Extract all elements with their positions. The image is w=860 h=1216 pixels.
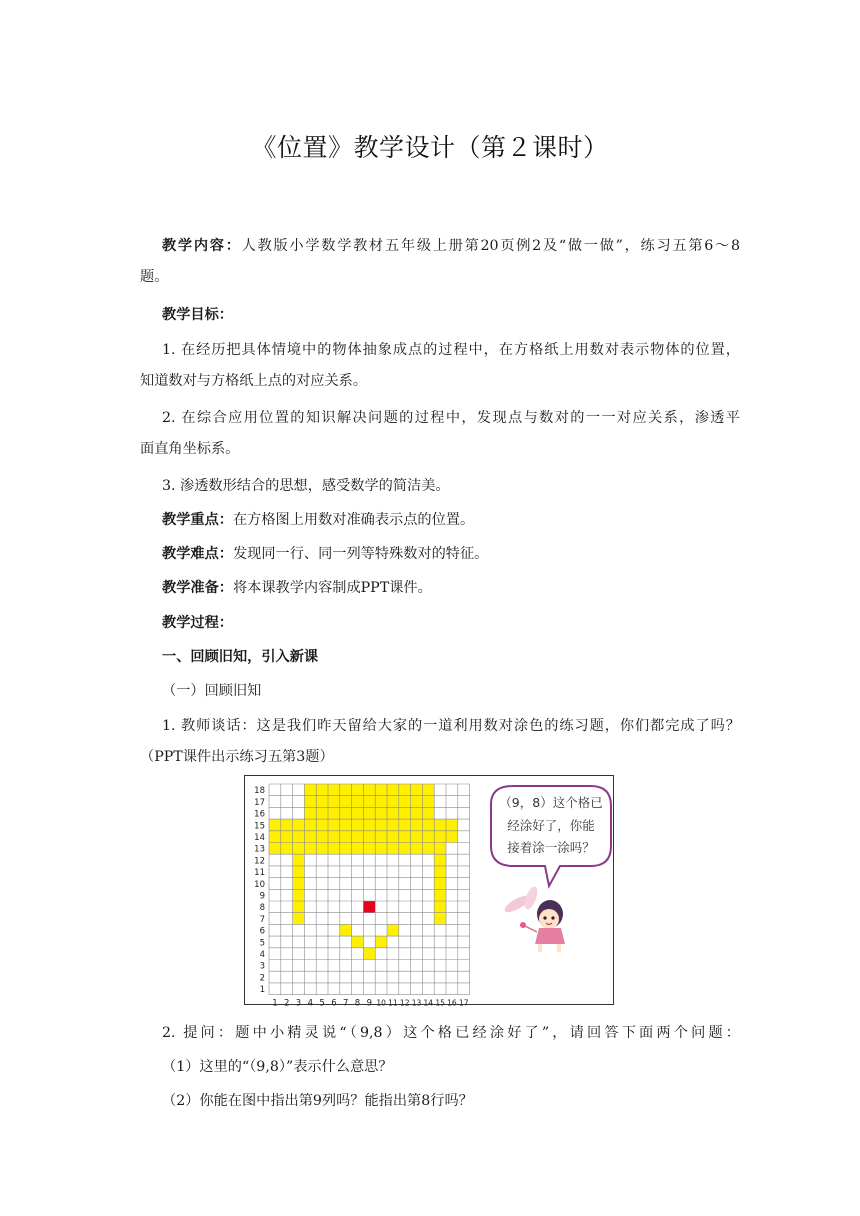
subsection-1-heading: （一）回顾旧知 xyxy=(162,683,262,699)
step-1-line-2: （PPT课件出示练习五第3题） xyxy=(140,749,334,765)
yellow-cell xyxy=(399,831,411,843)
yellow-cell xyxy=(293,913,305,925)
yellow-cell xyxy=(328,831,340,843)
yellow-cell xyxy=(281,819,293,831)
column-label: 4 xyxy=(307,998,314,1006)
yellow-cell xyxy=(269,831,281,843)
objective-2-line-2: 面直角坐标系。 xyxy=(140,441,240,457)
row-label: 5 xyxy=(259,938,265,949)
yellow-cell xyxy=(304,807,316,819)
row-label: 1 xyxy=(259,985,265,996)
yellow-cell xyxy=(293,843,305,855)
yellow-cell xyxy=(363,807,375,819)
row-label: 12 xyxy=(254,856,265,867)
step-1-line-1: 1. 教师谈话：这是我们昨天留给大家的一道利用数对涂色的练习题，你们都完成了吗？ xyxy=(162,718,740,734)
yellow-cell xyxy=(316,831,328,843)
yellow-cell xyxy=(387,819,399,831)
yellow-cell xyxy=(363,831,375,843)
yellow-cell xyxy=(411,784,423,796)
yellow-cell xyxy=(375,819,387,831)
key-point-label: 教学重点： xyxy=(162,512,233,528)
yellow-cell xyxy=(375,796,387,808)
yellow-cell xyxy=(446,831,458,843)
yellow-cell xyxy=(387,831,399,843)
yellow-cell xyxy=(422,784,434,796)
yellow-cell xyxy=(399,807,411,819)
yellow-cell xyxy=(340,784,352,796)
yellow-cell xyxy=(411,819,423,831)
yellow-cell xyxy=(411,796,423,808)
yellow-cell xyxy=(340,924,352,936)
yellow-cell xyxy=(399,784,411,796)
speech-line-3: 接着涂一涂吗？ xyxy=(507,840,595,855)
yellow-cell xyxy=(340,796,352,808)
key-point-line xyxy=(162,510,740,530)
yellow-cell xyxy=(293,878,305,890)
column-label: 13 xyxy=(411,998,422,1006)
content-label: 教学内容： xyxy=(162,238,242,254)
yellow-cell xyxy=(422,831,434,843)
objective-2-line-1: 2. 在综合应用位置的知识解决问题的过程中，发现点与数对的一一对应关系，渗透平 xyxy=(162,410,740,426)
yellow-cell xyxy=(328,819,340,831)
speech-line-1: （9，8）这个格已 xyxy=(499,795,603,810)
row-label: 18 xyxy=(254,786,265,797)
row-label: 17 xyxy=(254,797,265,808)
objective-3: 3. 渗透数形结合的思想，感受数学的简洁美。 xyxy=(162,478,450,494)
yellow-cell xyxy=(304,819,316,831)
column-label: 1 xyxy=(272,998,278,1006)
yellow-cell xyxy=(411,843,423,855)
row-label: 3 xyxy=(259,961,265,972)
yellow-cell xyxy=(328,784,340,796)
yellow-cell xyxy=(434,831,446,843)
objective-1-line-2: 知道数对与方格纸上点的对应关系。 xyxy=(140,373,368,389)
difficulty-text: 发现同一行、同一列等特殊数对的特征。 xyxy=(232,546,489,562)
yellow-cell xyxy=(434,878,446,890)
yellow-cell xyxy=(363,784,375,796)
step-2-question-1: （1）这里的“（9,8）”表示什么意思？ xyxy=(162,1059,393,1075)
marked-red-cell xyxy=(363,901,375,913)
fairy-character xyxy=(502,885,565,952)
page-title: 《位置》教学设计（第２课时） xyxy=(251,133,609,162)
column-label: 9 xyxy=(366,998,373,1006)
preparation-label: 教学准备： xyxy=(162,580,233,596)
yellow-cell xyxy=(293,901,305,913)
objectives-label: 教学目标： xyxy=(162,307,233,323)
difficulty-label: 教学难点： xyxy=(162,546,233,562)
yellow-cell xyxy=(387,807,399,819)
yellow-cell xyxy=(352,819,364,831)
yellow-cell xyxy=(316,843,328,855)
column-label: 8 xyxy=(354,998,361,1006)
column-labels xyxy=(272,999,469,1006)
yellow-cell xyxy=(422,819,434,831)
column-label: 7 xyxy=(342,998,349,1006)
yellow-cell xyxy=(316,796,328,808)
yellow-cell xyxy=(434,843,446,855)
yellow-cell xyxy=(387,796,399,808)
yellow-cell xyxy=(352,796,364,808)
yellow-cell xyxy=(387,843,399,855)
yellow-cell xyxy=(304,831,316,843)
yellow-cell xyxy=(422,807,434,819)
yellow-cell xyxy=(352,936,364,948)
key-point-text: 在方格图上用数对准确表示点的位置。 xyxy=(232,512,475,528)
yellow-cell xyxy=(293,889,305,901)
yellow-cell xyxy=(434,819,446,831)
row-label: 10 xyxy=(254,879,265,890)
column-label: 2 xyxy=(283,998,290,1006)
yellow-cell xyxy=(316,807,328,819)
yellow-cell xyxy=(434,854,446,866)
column-label: 10 xyxy=(376,998,386,1006)
content-line-1 xyxy=(162,236,740,256)
yellow-cell xyxy=(387,784,399,796)
yellow-cell xyxy=(269,819,281,831)
preparation-line xyxy=(162,578,740,598)
column-label: 14 xyxy=(423,998,434,1006)
yellow-cell xyxy=(328,807,340,819)
yellow-cell xyxy=(375,784,387,796)
row-label: 9 xyxy=(259,891,265,902)
yellow-cell xyxy=(293,831,305,843)
yellow-cell xyxy=(328,843,340,855)
yellow-cell xyxy=(399,819,411,831)
yellow-cell xyxy=(422,796,434,808)
yellow-cell xyxy=(352,807,364,819)
row-label: 11 xyxy=(254,868,265,879)
row-label: 15 xyxy=(254,821,265,832)
content-line-2: 题。 xyxy=(140,269,169,285)
grid-exercise-image xyxy=(245,776,615,1006)
yellow-cell xyxy=(293,854,305,866)
yellow-cell xyxy=(328,796,340,808)
yellow-cell xyxy=(281,843,293,855)
row-label: 14 xyxy=(254,833,265,843)
row-label: 6 xyxy=(259,926,265,937)
yellow-cell xyxy=(434,889,446,901)
row-label: 16 xyxy=(254,809,265,820)
row-label: 13 xyxy=(254,844,265,855)
column-label: 6 xyxy=(331,998,337,1006)
yellow-cell xyxy=(399,843,411,855)
yellow-cell xyxy=(340,831,352,843)
yellow-cell xyxy=(387,924,399,936)
column-label: 16 xyxy=(447,998,457,1006)
section-1-heading: 一、回顾旧知，引入新课 xyxy=(162,649,319,665)
yellow-cell xyxy=(375,936,387,948)
yellow-cell xyxy=(363,843,375,855)
yellow-cell xyxy=(304,796,316,808)
yellow-cell xyxy=(363,948,375,960)
step-2-question-2: （2）你能在图中指出第9列吗？能指出第8行吗？ xyxy=(162,1093,473,1109)
yellow-cell xyxy=(269,843,281,855)
yellow-cell xyxy=(446,819,458,831)
yellow-cell xyxy=(422,843,434,855)
yellow-cell xyxy=(363,796,375,808)
yellow-cell xyxy=(304,843,316,855)
speech-bubble xyxy=(491,786,611,886)
yellow-cell xyxy=(316,819,328,831)
yellow-cell xyxy=(411,807,423,819)
yellow-cell xyxy=(411,831,423,843)
preparation-text: 将本课教学内容制成PPT课件。 xyxy=(232,580,432,596)
yellow-cell xyxy=(304,784,316,796)
speech-line-2: 经涂好了，你能 xyxy=(507,818,595,833)
yellow-cell xyxy=(399,796,411,808)
column-label: 5 xyxy=(319,998,325,1006)
content-text-1: 人教版小学数学教材五年级上册第20页例2及“做一做”，练习五第6～8 xyxy=(241,238,740,254)
process-label: 教学过程： xyxy=(162,615,233,631)
exercise-figure xyxy=(244,775,614,1005)
yellow-cell xyxy=(434,901,446,913)
yellow-cell xyxy=(352,843,364,855)
yellow-cell xyxy=(375,843,387,855)
yellow-cell xyxy=(340,807,352,819)
step-2-line-1: 2. 提问：题中小精灵说“（9,8）这个格已经涂好了”，请回答下面两个问题： xyxy=(162,1025,740,1041)
yellow-cell xyxy=(340,819,352,831)
yellow-cell xyxy=(340,843,352,855)
row-label: 8 xyxy=(259,903,265,914)
column-label: 11 xyxy=(388,998,398,1006)
column-label: 3 xyxy=(295,998,302,1006)
column-label: 15 xyxy=(435,998,445,1006)
yellow-cell xyxy=(352,784,364,796)
yellow-cell xyxy=(434,866,446,878)
yellow-cell xyxy=(352,831,364,843)
yellow-cell xyxy=(293,819,305,831)
column-label: 12 xyxy=(399,998,410,1006)
row-labels xyxy=(254,786,265,995)
yellow-cell xyxy=(434,913,446,925)
yellow-cell xyxy=(281,831,293,843)
objective-1-line-1: 1. 在经历把具体情境中的物体抽象成点的过程中，在方格纸上用数对表示物体的位置， xyxy=(162,342,740,358)
difficulty-line xyxy=(162,544,740,564)
column-label: 17 xyxy=(458,998,469,1006)
yellow-cell xyxy=(375,831,387,843)
row-label: 2 xyxy=(259,973,265,984)
yellow-cell xyxy=(293,866,305,878)
yellow-cell xyxy=(375,807,387,819)
row-label: 7 xyxy=(259,914,265,925)
yellow-cell xyxy=(363,819,375,831)
row-label: 4 xyxy=(259,950,265,960)
yellow-cell xyxy=(316,784,328,796)
